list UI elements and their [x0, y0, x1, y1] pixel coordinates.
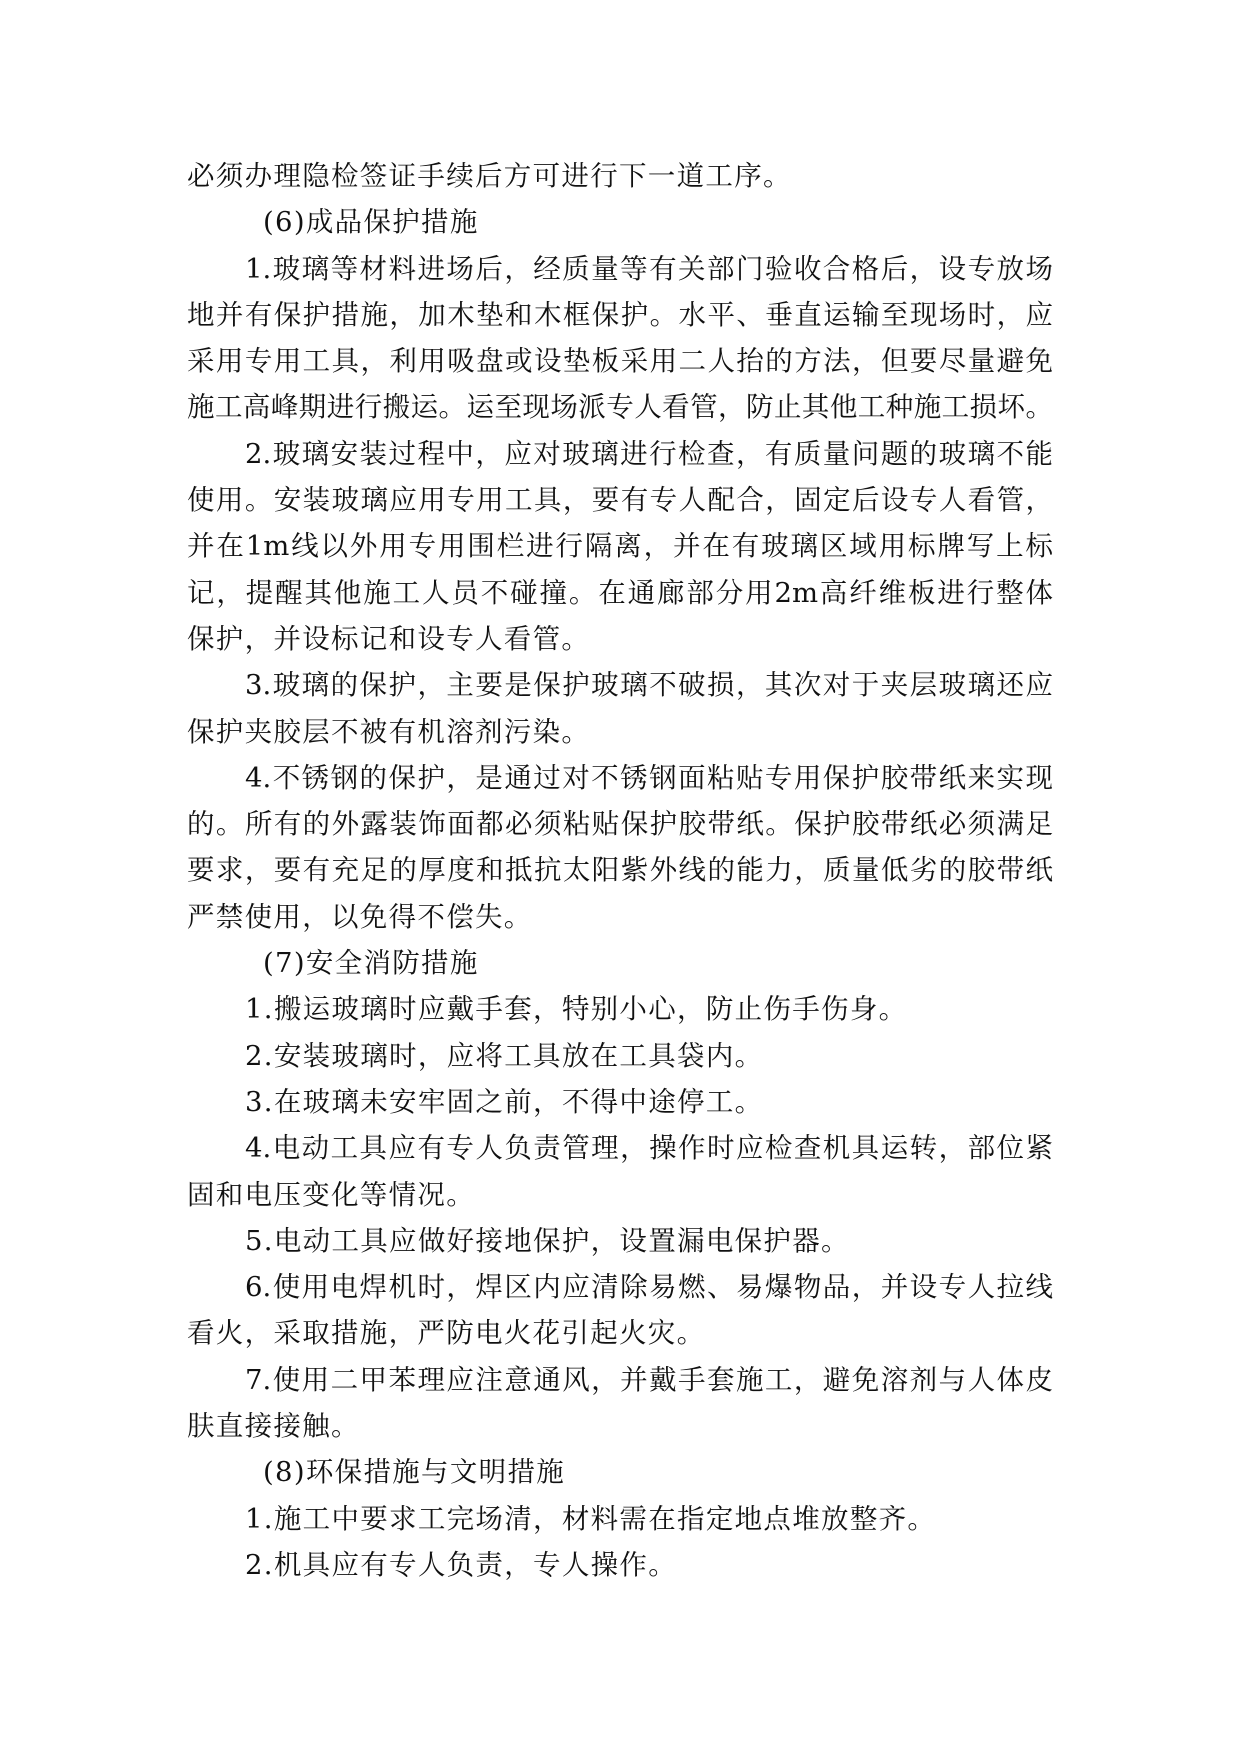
paragraph — [187, 1033, 1053, 1079]
paragraph — [187, 1125, 1053, 1218]
paragraph — [187, 246, 1053, 431]
paragraph-line: 2.玻璃安装过程中，应对玻璃进行检查，有质量问题的玻璃不能 — [245, 437, 1053, 470]
paragraph-line: 7.使用二甲苯理应注意通风，并戴手套施工，避免溶剂与人体皮 — [245, 1363, 1053, 1396]
text-body — [187, 153, 1053, 1588]
paragraph-line: 4.电动工具应有专人负责管理，操作时应检查机具运转，部位紧 — [245, 1132, 1053, 1165]
paragraph-line: 保护夹胶层不被有机溶剂污染。 — [187, 715, 591, 748]
paragraph-line: 地并有保护措施，加木垫和木框保护。水平、垂直运输至现场时，应 — [187, 298, 1053, 331]
paragraph-line: 2.机具应有专人负责，专人操作。 — [245, 1548, 678, 1581]
paragraph-line: 保护，并设标记和设专人看管。 — [187, 622, 591, 655]
section-6 — [187, 199, 1053, 940]
paragraph-line: 记，提醒其他施工人员不碰撞。在通廊部分用2m高纤维板进行整体 — [187, 576, 1053, 609]
paragraph — [187, 1218, 1053, 1264]
paragraph-line: 1.搬运玻璃时应戴手套，特别小心，防止伤手伤身。 — [245, 993, 908, 1026]
paragraph — [187, 1496, 1053, 1542]
paragraph-line: 肤直接接触。 — [187, 1410, 360, 1443]
continuation-line: 必须办理隐检签证手续后方可进行下一道工序。 — [187, 160, 792, 192]
paragraph-line: 的。所有的外露装饰面都必须粘贴保护胶带纸。保护胶带纸必须满足 — [187, 808, 1053, 841]
paragraph — [187, 755, 1053, 940]
section-heading: (8)环保措施与文明措施 — [263, 1456, 566, 1489]
section-7 — [187, 940, 1053, 1449]
section-heading: (7)安全消防措施 — [263, 947, 479, 980]
section-heading: (6)成品保护措施 — [263, 206, 479, 239]
paragraph-line: 看火，采取措施，严防电火花引起火灾。 — [187, 1317, 706, 1350]
paragraph — [187, 662, 1053, 755]
paragraph-line: 1.施工中要求工完场清，材料需在指定地点堆放整齐。 — [245, 1502, 937, 1535]
section-8 — [187, 1449, 1053, 1588]
paragraph-line: 采用专用工具，利用吸盘或设垫板采用二人抬的方法，但要尽量避免 — [187, 345, 1053, 378]
paragraph — [187, 1079, 1053, 1125]
paragraph-line: 4.不锈钢的保护，是通过对不锈钢面粘贴专用保护胶带纸来实现 — [245, 761, 1053, 794]
paragraph — [187, 1357, 1053, 1450]
paragraph-line: 使用。安装玻璃应用专用工具，要有专人配合，固定后设专人看管， — [187, 484, 1053, 517]
paragraph-line: 施工高峰期进行搬运。运至现场派专人看管，防止其他工种施工损坏。 — [187, 391, 1053, 424]
paragraph-line: 6.使用电焊机时，焊区内应清除易燃、易爆物品，并设专人拉线 — [245, 1271, 1053, 1304]
paragraph-line: 要求，要有充足的厚度和抵抗太阳紫外线的能力，质量低劣的胶带纸 — [187, 854, 1053, 887]
paragraph-line: 2.安装玻璃时，应将工具放在工具袋内。 — [245, 1039, 764, 1072]
paragraph — [187, 1542, 1053, 1588]
paragraph-line: 严禁使用，以免得不偿失。 — [187, 900, 533, 933]
paragraph — [187, 1264, 1053, 1357]
paragraph-line: 并在1m线以外用专用围栏进行隔离，并在有玻璃区域用标牌写上标 — [187, 530, 1053, 563]
paragraph-line: 5.电动工具应做好接地保护，设置漏电保护器。 — [245, 1224, 850, 1257]
paragraph-line: 1.玻璃等材料进场后，经质量等有关部门验收合格后，设专放场 — [245, 252, 1053, 285]
paragraph-line: 3.在玻璃未安牢固之前，不得中途停工。 — [245, 1085, 764, 1118]
paragraph-line: 3.玻璃的保护，主要是保护玻璃不破损，其次对于夹层玻璃还应 — [245, 669, 1053, 702]
paragraph — [187, 986, 1053, 1032]
paragraph-line: 固和电压变化等情况。 — [187, 1178, 475, 1211]
paragraph — [187, 431, 1053, 662]
